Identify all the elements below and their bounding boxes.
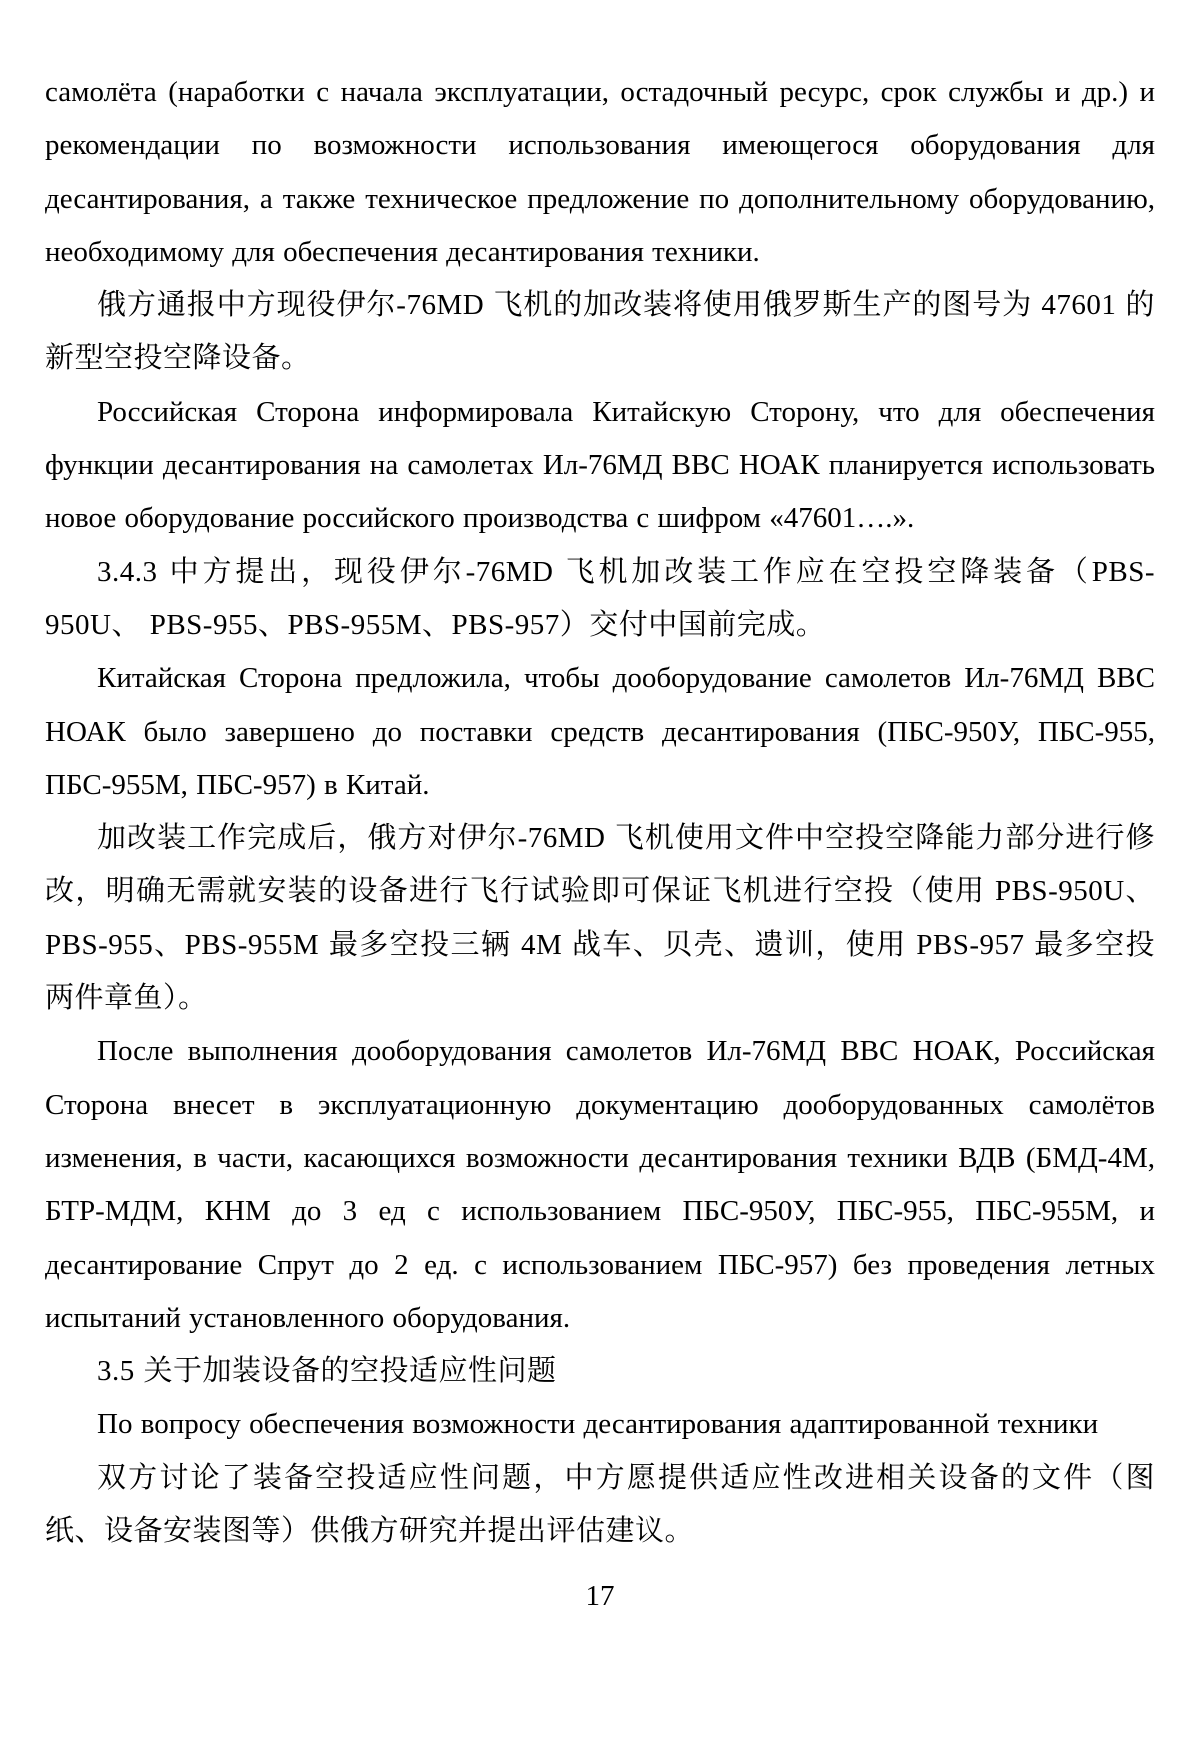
paragraph-zh-modification: 加改装工作完成后，俄方对伊尔-76MD 飞机使用文件中空投空降能力部分进行修改，明确无需就安装的设备进行飞行试验即可保证飞机进行空投（使用 PBS-950U、PBS-955、PBS-955M 最多空投三辆 4M 战车、贝壳、遗训，使用 PBS-957 最多空投两件章鱼）。 (45, 822, 1155, 1015)
page-number: 17 (585, 1580, 615, 1613)
paragraph-zh-discussion: 双方讨论了装备空投适应性问题，中方愿提供适应性改进相关设备的文件（图纸、设备安装图等）供俄方研究并提出评估建议。 (45, 1461, 1155, 1548)
paragraph-zh-3-5-heading: 3.5 关于加装设备的空投适应性问题 (97, 1355, 557, 1388)
paragraph-zh-47601: 俄方通报中方现役伊尔-76MD 飞机的加改装将使用俄罗斯生产的图号为 47601 的新型空投空降设备。 (45, 289, 1155, 375)
paragraph-ru-informirovala: Российская Сторона информировала Китайскую Сторону, что для обеспечения функции десантирования на самолетах Ил-76МД ВВС НОАК планируется использовать новое оборудование российского производства с шифром «47601….». (45, 395, 1155, 535)
paragraph-ru-continuation: самолёта (наработки с начала эксплуатации, остадочный ресурс, срок службы и др.) и рекомендации по возможности использования имеющегося оборудования для десантирования, а также техническое предложение по дополнительному оборудованию, необходимому для обеспечения десантирования техники. (45, 76, 1155, 268)
paragraph-ru-predlozhila: Китайская Сторона предложила, чтобы дооборудование самолетов Ил-76МД ВВС НОАК было завершено до поставки средств десантирования (ПБС-950У, ПБС-955, ПБС-955М, ПБС-957) в Китай. (45, 662, 1155, 801)
paragraph-zh-3-4-3: 3.4.3 中方提出，现役伊尔-76MD 飞机加改装工作应在空投空降装备（PBS-950U、 PBS-955、PBS-955M、PBS-957）交付中国前完成。 (45, 555, 1155, 641)
paragraph-ru-po-voprosu: По вопросу обеспечения возможности десантирования адаптированной техники (97, 1408, 1099, 1441)
paragraph-ru-posle: После выполнения дооборудования самолетов Ил-76МД ВВС НОАК, Российская Сторона внесет в эксплуатационную документацию дооборудованных самолётов изменения, в части, касающихся возможности десантирования техники ВДВ (БМД-4М, БТР-МДМ, КНМ до 3 ед с использованием ПБС-950У, ПБС-955, ПБС-955М, и десантирование Спрут до 2 ед. с использованием ПБС-957) без проведения летных испытаний установленного оборудования. (45, 1035, 1155, 1334)
